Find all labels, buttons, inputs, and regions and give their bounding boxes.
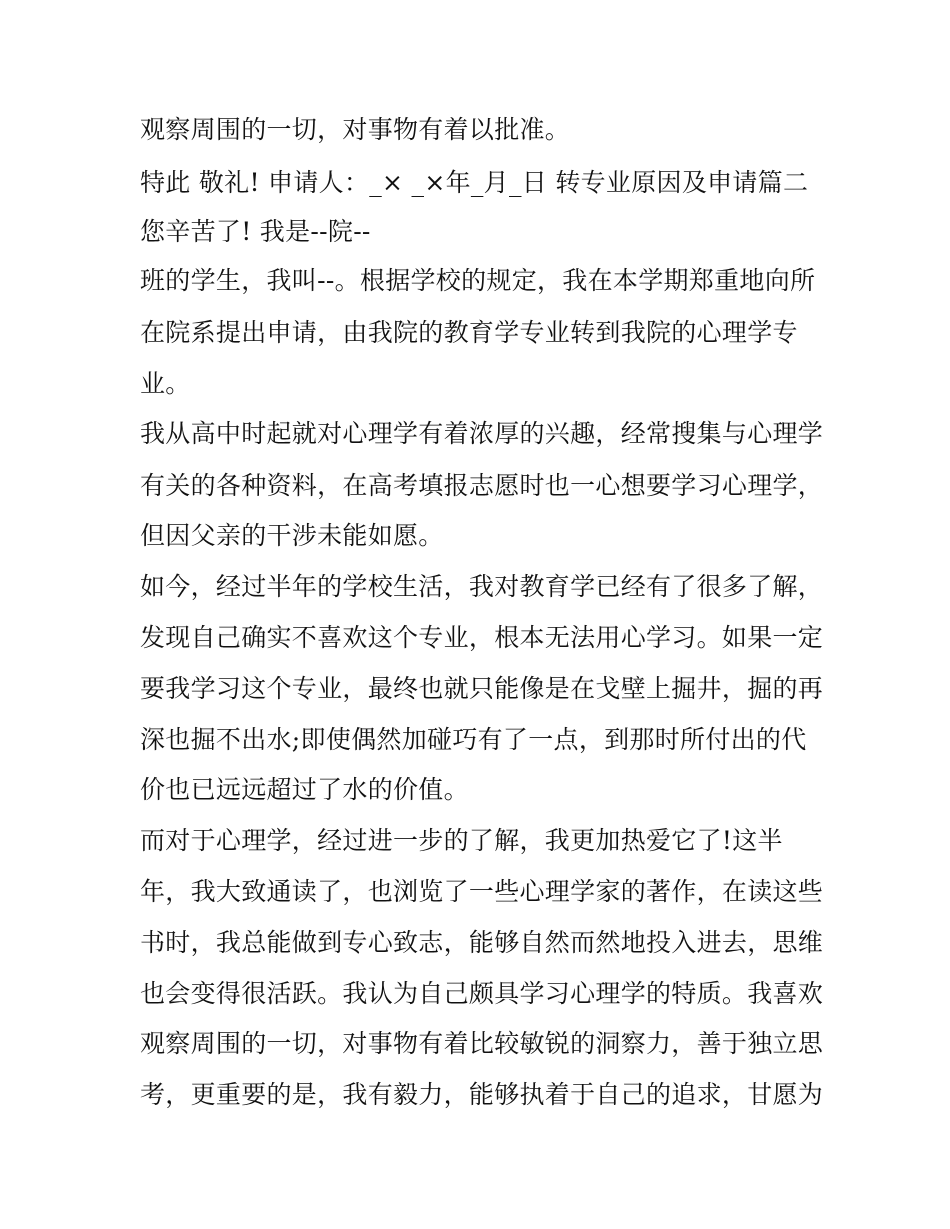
text-line-9: 但因父亲的干涉未能如愿。 [140,521,444,550]
text-line-6: 业。 [140,369,191,398]
text-line-12: 要我学习这个专业，最终也就只能像是在戈壁上掘井，掘的再 [140,674,824,703]
text-line-2: 特此 敬礼! 申请人：_× _×年_月_日 转专业原因及申请篇二 [140,168,809,197]
text-line-8: 有关的各种资料，在高考填报志愿时也一心想要学习心理学， [140,471,824,500]
text-line-13: 深也掘不出水;即使偶然加碰巧有了一点，到那时所付出的代 [140,725,807,754]
text-line-3: 您辛苦了! 我是--院-- [140,217,371,246]
text-line-5: 在院系提出申请，由我院的教育学专业转到我院的心理学专 [140,318,798,347]
text-line-15: 而对于心理学，经过进一步的了解，我更加热爱它了!这半 [140,826,783,855]
text-line-10: 如今，经过半年的学校生活，我对教育学已经有了很多了解， [140,572,824,601]
text-line-11: 发现自己确实不喜欢这个专业，根本无法用心学习。如果一定 [140,623,824,652]
text-line-4: 班的学生，我叫--。根据学校的规定，我在本学期郑重地向所 [140,266,816,295]
text-line-16: 年，我大致通读了，也浏览了一些心理学家的著作，在读这些 [140,877,824,906]
text-line-18: 也会变得很活跃。我认为自己颇具学习心理学的特质。我喜欢 [140,979,824,1008]
text-line-7: 我从高中时起就对心理学有着浓厚的兴趣，经常搜集与心理学 [140,419,824,448]
text-line-1: 观察周围的一切，对事物有着以批准。 [140,115,571,144]
text-line-19: 观察周围的一切，对事物有着比较敏锐的洞察力，善于独立思 [140,1029,824,1058]
text-line-20: 考，更重要的是，我有毅力，能够执着于自己的追求，甘愿为 [140,1080,824,1109]
text-line-17: 书时，我总能做到专心致志，能够自然而然地投入进去，思维 [140,928,824,957]
text-line-14: 价也已远远超过了水的价值。 [140,775,469,804]
